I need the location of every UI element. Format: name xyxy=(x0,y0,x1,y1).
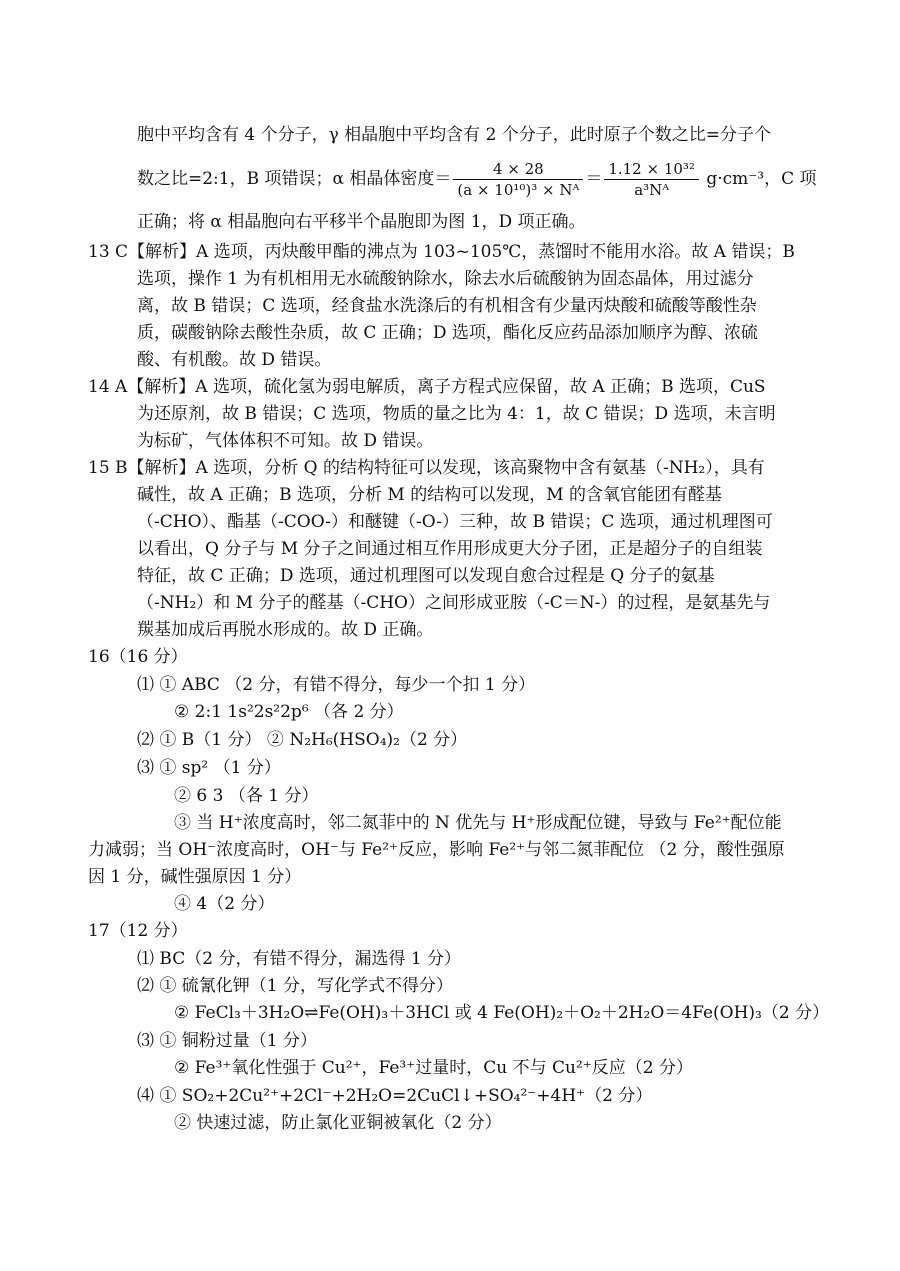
text-line: 选项，操作 1 为有机相用无水硫酸钠除水，除去水后硫酸钠为固态晶体，用过滤分 xyxy=(137,269,754,289)
question-13-header: 13 C【解析】A 选项，丙炔酸甲酯的沸点为 103~105℃，蒸馏时不能用水浴。故 A 错误；B xyxy=(88,242,795,262)
text-line: 质，碳酸钠除去酸性杂质，故 C 正确；D 选项，酯化反应药品添加顺序为醇、浓硫 xyxy=(137,323,758,343)
density-prefix: 数之比=2:1，B 项错误；α 相晶体密度＝ xyxy=(137,169,452,189)
answer-line: ② FeCl₃＋3H₂O⇌Fe(OH)₃＋3HCl 或 4 Fe(OH)₂＋O₂＋2H₂O＝4Fe(OH)₃（2 分） xyxy=(174,1003,830,1023)
text-line: （-CHO）、酯基（-COO-）和醚键（-O-）三种，故 B 错误；C 选项，通过机理图可 xyxy=(137,512,773,532)
answer-line: ③ 当 H⁺浓度高时，邻二氮菲中的 N 优先与 H⁺形成配位键，导致与 Fe²⁺配位能 xyxy=(174,813,782,833)
answer-line: ⑶ ① sp² （1 分） xyxy=(137,758,281,778)
text-line: 为标矿，气体体积不可知。故 D 错误。 xyxy=(137,431,434,451)
text-line: 羰基加成后再脱水形成的。故 D 正确。 xyxy=(137,620,434,640)
text-line: 离，故 B 错误；C 选项，经食盐水洗涤后的有机相含有少量丙炔酸和硫酸等酸性杂 xyxy=(137,296,757,316)
text-line: 因 1 分，碱性强原因 1 分） xyxy=(88,867,302,887)
text-line: 正确；将 α 相晶胞向右平移半个晶胞即为图 1，D 项正确。 xyxy=(137,212,586,232)
density-suffix: g·cm⁻³，C 项 xyxy=(700,169,817,189)
answer-line: ④ 4（2 分） xyxy=(174,894,275,914)
question-17-header: 17（12 分） xyxy=(88,921,188,941)
text-line: 碱性，故 A 正确；B 选项，分析 M 的结构可以发现，M 的含氧官能团有醛基 xyxy=(137,485,723,505)
answer-line: ⑷ ① SO₂+2Cu²⁺+2Cl⁻+2H₂O=2CuCl↓+SO₄²⁻+4H⁺（2 分） xyxy=(137,1086,653,1106)
text-line: 特征，故 C 正确；D 选项，通过机理图可以发现自愈合过程是 Q 分子的氨基 xyxy=(137,566,715,586)
answer-line: ⑴ BC（2 分，有错不得分，漏选得 1 分） xyxy=(137,949,462,969)
answer-line: ② 快速过滤，防止氯化亚铜被氧化（2 分） xyxy=(174,1113,502,1133)
equals-sign: ＝ xyxy=(585,169,603,189)
question-14-header: 14 A【解析】A 选项，硫化氢为弱电解质，离子方程式应保留，故 A 正确；B 选项，CuS xyxy=(88,377,766,397)
answer-line: ② 6 3 （各 1 分） xyxy=(174,786,319,806)
density-fraction-1 xyxy=(453,159,583,200)
density-formula-line xyxy=(137,159,816,200)
answer-line: ⑴ ① ABC （2 分，有错不得分，每少一个扣 1 分） xyxy=(137,675,536,695)
text-line: 胞中平均含有 4 个分子，γ 相晶胞中平均含有 2 个分子，此时原子个数之比=分子个 xyxy=(137,125,772,145)
text-line: 力减弱；当 OH⁻浓度高时，OH⁻与 Fe²⁺反应，影响 Fe²⁺与邻二氮菲配位 （2 分，酸性强原 xyxy=(88,840,785,860)
answer-line: ② Fe³⁺氧化性强于 Cu²⁺，Fe³⁺过量时，Cu 不与 Cu²⁺反应（2 分） xyxy=(174,1058,693,1078)
text-line: 酸、有机酸。故 D 错误。 xyxy=(137,350,332,370)
fraction-denominator: (a × 10¹⁰)³ × Nᴬ xyxy=(457,181,580,199)
answer-line: ⑵ ① 硫氰化钾（1 分，写化学式不得分） xyxy=(137,976,454,996)
question-15-header: 15 B【解析】A 选项，分析 Q 的结构特征可以发现，该高聚物中含有氨基（-NH₂），具有 xyxy=(88,458,765,478)
answer-line: ⑵ ① B（1 分） ② N₂H₆(HSO₄)₂（2 分） xyxy=(137,730,468,750)
text-line: 以看出，Q 分子与 M 分子之间通过相互作用形成更大分子团，正是超分子的自组装 xyxy=(137,539,763,559)
text-line: （-NH₂）和 M 分子的醛基（-CHO）之间形成亚胺（-C＝N-）的过程，是氨基先与 xyxy=(137,593,771,613)
question-16-header: 16（16 分） xyxy=(88,647,188,667)
answer-line: ② 2:1 1s²2s²2p⁶ （各 2 分） xyxy=(174,702,404,722)
text-line: 为还原剂，故 B 错误；C 选项，物质的量之比为 4：1，故 C 错误；D 选项，未言明 xyxy=(137,404,776,424)
fraction-numerator: 4 × 28 xyxy=(453,159,583,180)
answer-line: ⑶ ① 铜粉过量（1 分） xyxy=(137,1031,318,1051)
fraction-denominator: a³Nᴬ xyxy=(634,181,670,199)
density-fraction-2 xyxy=(604,159,699,200)
fraction-numerator: 1.12 × 10³² xyxy=(604,159,699,180)
